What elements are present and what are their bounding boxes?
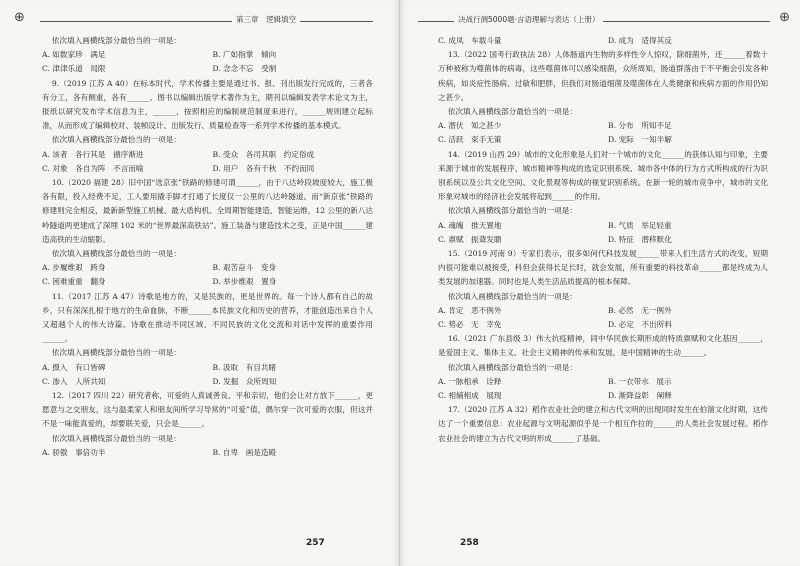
question-instruction: 依次填入画横线部分最恰当的一项是： [51, 249, 181, 259]
answer-option: C. 禀赋 振聋发聩 [438, 234, 502, 244]
answer-options [438, 34, 768, 48]
question-text: 9.（2019 江苏 A 40）在标本时代，学术传播主要是通过书、报、刊出版发行完成的，三者各有分工，各有侧重，各有______。图书以编辑出版学术著作为主，期刊以编辑发表学术论文为主，报纸以研究发布学术信息为主，______，按照相应的编制规范制度来进行，______规则建立起标准，从而形成了编辑校对、装帧设计、出版发行、质量检查等一系列学术传播的基本模式。 [42, 78, 373, 131]
answer-option: D. 念念不忘 受制 [212, 64, 277, 74]
question-text: 17.（2020 江苏 A 32）稻作农业社会的建立和古代文明的出现同时发生在伯溜文化时期，这传达了一个重要信息：农业起源与文明起源似乎是一个相互作拉的______的人类社会发展过程。稻作农业社会的建立为古代文明的形成______了基础。 [438, 405, 768, 443]
question-instruction: 依次填入画横线部分最恰当的一项是： [51, 348, 181, 358]
answer-option: A. 一脉相承 诠释 [438, 376, 502, 386]
answer-option: A. 魂魄 推天置地 [438, 220, 502, 230]
answer-option: C. 对象 各自为阵 不言而喻 [42, 163, 144, 173]
question-instruction: 依次填入画横线部分最恰当的一项是： [447, 206, 577, 216]
answer-option: D. 必定 不出所料 [608, 320, 672, 330]
answer-option: B. 广如指掌 倾向 [212, 50, 277, 60]
question-text: 13.（2022 国考行政执法 28）人体肠道内生物的多样性令人惊叹，除细菌外，还______着数十万种被称为噬菌体的病毒，这些噬菌体可以感染细菌，众所周知，肠道群落由于不平衡会引发各种疾病，如炎症性肠病、过敏和肥胖，但我们对肠道细菌及噬菌体在人类健康和疾病方面的作用仍知之甚少。 [438, 50, 768, 102]
answer-option: C. 活跃 束手无策 [438, 135, 502, 145]
answer-options [42, 48, 373, 76]
answer-option: D. 用户 各有千秋 不约而同 [212, 163, 315, 173]
question-instruction: 依次填入画横线部分最恰当的一项是： [51, 135, 181, 145]
question-text: 10.（2020 福建 28）旧中国“选京张”铁路的修建可谓______，由于八达岭段坡度较大，施工极各有限，投入经费不足，工人要用撬手脚才打通了长度仅一公里的八达岭隧道。而“新京张”铁路的修建则完全相反，最新新型施工机械、最大盾构机、全周期智能建造、智能运维，12 公里的新八达岭隧道两更建成了深埋 102 米的“世界最深高铁站”。施工装备与建造技术之变，正是中国______建造高铁的生动缩影。 [42, 178, 373, 244]
answer-option: B. 一衣带水 展示 [608, 376, 672, 386]
question-instruction: 依次填入画横线部分最恰当的一项是： [447, 362, 577, 372]
question-instruction: 依次填入画横线部分最恰当的一项是： [447, 291, 577, 301]
answer-options [438, 375, 768, 403]
left-page-header [0, 14, 399, 28]
answer-options [42, 148, 373, 176]
answer-options [438, 304, 768, 332]
answer-option: D. 渐降益彰 阐释 [608, 391, 672, 401]
answer-option: A. 摄入 有口皆碑 [42, 362, 106, 372]
answer-option: D. 成为 适得其反 [608, 36, 672, 45]
answer-option: B. 气质 举足轻重 [608, 220, 672, 230]
answer-option: D. 举步维艰 置身 [212, 277, 277, 287]
answer-option: B. 汲取 有目共睹 [212, 362, 277, 372]
answer-option: A. 步履维艰 跨身 [42, 263, 106, 273]
registration-mark-icon: ⊕ [14, 10, 25, 25]
right-page-number: 258 [460, 538, 479, 548]
left-page-content [42, 34, 373, 528]
left-page-number: 257 [306, 538, 325, 548]
answer-option: C. 渗入 人所共知 [42, 376, 106, 386]
answer-options [42, 361, 373, 389]
answer-option: C. 困难重重 翻身 [42, 277, 106, 287]
right-page [400, 0, 800, 566]
left-header-chapter: 第三章 逻辑填空 [232, 14, 300, 25]
question-instruction: 依次填入画横线部分最恰当的一项是： [447, 107, 577, 117]
registration-mark-icon: ⊕ [779, 10, 790, 25]
answer-option: C. 津津乐道 局限 [42, 64, 106, 74]
answer-option: D. 发掘 众所周知 [212, 376, 277, 386]
right-header-title: 决战行测5000题·言语理解与表达（上册） [454, 14, 603, 25]
answer-options [438, 219, 768, 247]
right-page-header [400, 14, 800, 28]
answer-option: A. 肯定 恶不例外 [438, 305, 502, 315]
question-instruction: 依次填入画横线部分最恰当的一项是： [51, 36, 181, 45]
answer-option: A. 如数家珍 满足 [42, 50, 106, 60]
answer-options [42, 446, 373, 460]
question-text: 11.（2017 江苏 A 47）诗歌是地方的，又是民族的，更是世界的。每一个诗人都有自己的故乡，只有深深扎根于地方的生命血脉，不断______本民族文化和历史的营养，才能创造出来自个人又超越个人的伟大诗篇。诗歌在推动不同区域、不同民族的文化交流和对话中发挥的重要作用______。 [42, 291, 373, 344]
answer-option: B. 必然 无一例外 [608, 305, 672, 315]
answer-option: D. 特征 潜移默化 [608, 234, 672, 244]
answer-option: B. 艰苦奋斗 变身 [212, 263, 277, 273]
question-text: 12.（2017 四川 22）研究者称，可爱的人真诚善良、平和亲切，他们会让对方放下______，更愿意与之交朋友，这与温柔家人和朋友间所学习导常的“可爱”值，偶尔穿一次可爱的衣服，但这并不是一味能真爱的，却要联关爱，只会是______。 [42, 391, 373, 429]
answer-option: A. 骄傲 事倍功半 [42, 447, 106, 457]
answer-option: A. 该者 各行其是 循序渐进 [42, 149, 144, 159]
question-text: 16.（2021 广东县级 3）伟大抗疫精神，同中华民族长期形成的特质禀赋和文化基因______，是爱国主义、集体主义、社会主义精神的传承和发展，是中国精神的生动______。 [438, 334, 768, 358]
answer-option: C. 相辅相成 展现 [438, 391, 502, 401]
answer-option: B. 分布 所知不足 [608, 121, 672, 131]
answer-option: D. 宠际 一知半解 [608, 135, 672, 145]
answer-option: A. 潜伏 知之甚少 [438, 121, 502, 131]
answer-option: B. 受众 各司其职 约定俗成 [212, 149, 315, 159]
answer-option: B. 自卑 画是造殿 [212, 447, 277, 457]
answer-option: C. 势必 无 幸免 [438, 320, 502, 330]
question-instruction: 依次填入画横线部分最恰当的一项是： [51, 433, 181, 443]
question-text: 14.（2019 山西 29）城市的文化形象是人们对一个城市的文化______的获体认知与印象，主要来源于城市的发展程序、城市精神等构成的选定识别系统、城市各中体的行为方式所构成的行为识别系统以及公共文化空间、文化景观等构成的视觉识别系统。在新一轮的城市竞争中，城市的文化形象对城市的经济社会发展将起到______的作用。 [438, 149, 768, 202]
answer-option: C. 成凤 车载斗量 [438, 36, 502, 45]
right-page-content [438, 34, 768, 528]
question-text: 15.（2019 河南 9）专家们表示，很多如何代科技发展______带来人们生活方式的改变，短期内很可能难以被接受，科但会获得长足长时，就会发展，所有重要的科技革命______都是终成为人类发展的加速器。同时也是人类生活品质提高的根本保障。 [438, 249, 768, 287]
answer-options [42, 261, 373, 289]
answer-options [438, 119, 768, 147]
